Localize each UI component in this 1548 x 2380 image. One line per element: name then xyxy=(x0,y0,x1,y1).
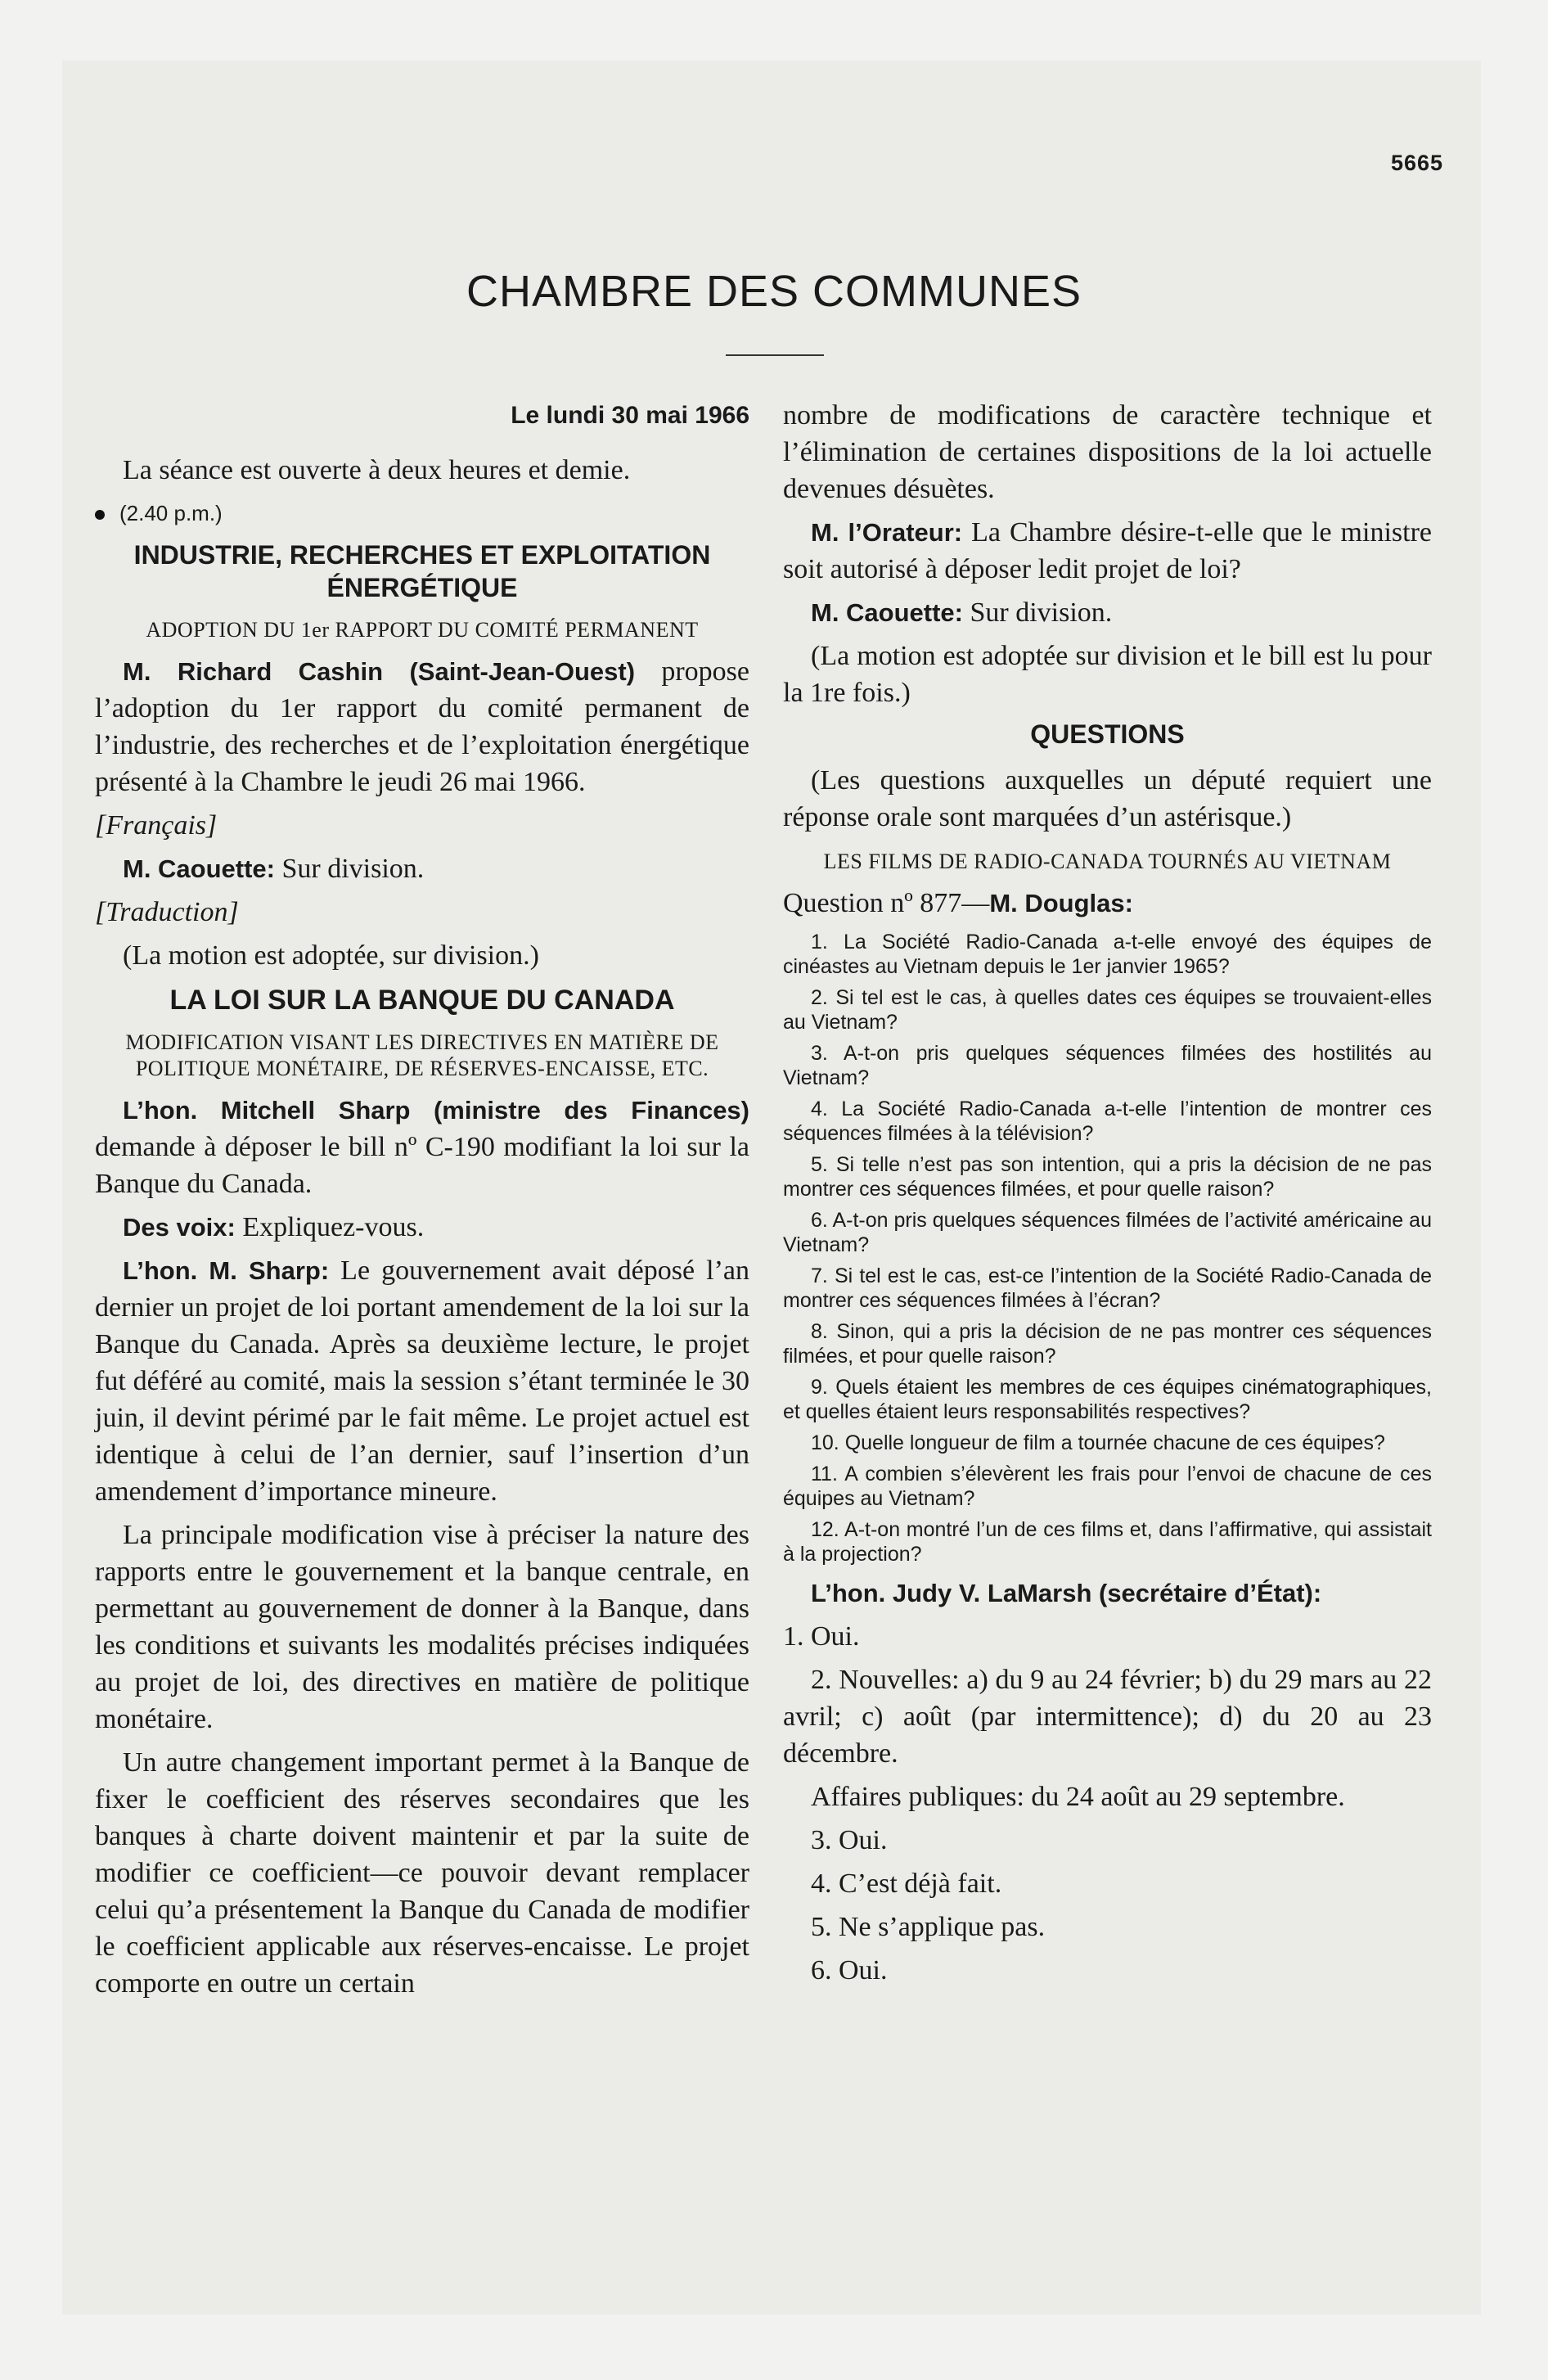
answer-item: 6. Oui. xyxy=(811,1955,888,1986)
caouette-paragraph-2 xyxy=(783,594,1432,631)
question-item: 11. A combien s’élevèrent les frais pour l’envoi de chacune de ces équipes au Vietnam? xyxy=(783,1463,1432,1510)
sharp-text-2: Le gouvernement avait déposé l’an dernier un projet de loi portant amendement de la loi sur la Banque du Canada. Après sa deuxième lecture, le projet fut déféré au comité, mais la session s’étant terminée le 30 juin, il devint périmé par le fait même. Le projet actuel est identique à celui de l’an dernier, sauf l’insertion d’un amendement d’importance mineure. xyxy=(95,1255,749,1507)
question-item: 5. Si telle n’est pas son intention, qui a pris la décision de ne pas montrer ces séquences filmées, et pour quelle raison? xyxy=(783,1153,1432,1201)
heading-questions: QUESTIONS xyxy=(1030,719,1185,749)
answer-item: 5. Ne s’applique pas. xyxy=(811,1912,1046,1942)
speaker-voix: Des voix: xyxy=(123,1213,236,1242)
subheading-modification: MODIFICATION VISANT LES DIRECTIVES EN MATIÈRE DE POLITIQUE MONÉTAIRE, DE RÉSERVES-ENCAISSE, ETC. xyxy=(125,1030,719,1080)
answer-item: Affaires publiques: du 24 août au 29 septembre. xyxy=(811,1782,1345,1812)
answer-item: 3. Oui. xyxy=(811,1825,888,1855)
sharp-text-1: demande à déposer le bill nº C-190 modifiant la loi sur la Banque du Canada. xyxy=(95,1132,749,1199)
bullet-icon xyxy=(95,510,105,520)
question-header xyxy=(783,885,1432,922)
speaker-orateur: M. l’Orateur: xyxy=(811,518,963,547)
answer-item: 2. Nouvelles: a) du 9 au 24 février; b) du 29 mars au 22 avril; c) août (par intermittence); d) du 20 au 23 décembre. xyxy=(783,1665,1432,1769)
cashin-paragraph xyxy=(95,653,749,800)
orateur-text: La Chambre désire-t-elle que le ministre soit autorisé à déposer ledit projet de loi? xyxy=(783,517,1432,584)
speaker-lamarsh: L’hon. Judy V. LaMarsh (secrétaire d’État): xyxy=(811,1579,1322,1607)
speaker-sharp-1: L’hon. Mitchell Sharp (ministre des Finances) xyxy=(123,1096,749,1125)
speaker-cashin: M. Richard Cashin (Saint-Jean-Ouest) xyxy=(123,657,636,686)
speaker-caouette-1: M. Caouette: xyxy=(123,854,275,883)
language-traduction: [Traduction] xyxy=(95,897,239,927)
speaker-sharp-2: L’hon. M. Sharp: xyxy=(123,1256,330,1285)
heading-banque: LA LOI SUR LA BANQUE DU CANADA xyxy=(169,985,675,1016)
speaker-caouette-2: M. Caouette: xyxy=(811,598,963,627)
time-marker xyxy=(95,495,749,532)
question-item: 9. Quels étaient les membres de ces équipes cinématographiques, et quelles étaient leurs responsabilités respectives? xyxy=(783,1376,1432,1423)
question-item: 10. Quelle longueur de film a tournée chacune de ces équipes? xyxy=(811,1431,1385,1454)
orateur-paragraph xyxy=(783,514,1432,588)
question-author: M. Douglas: xyxy=(989,889,1133,917)
heading-industrie: INDUSTRIE, RECHERCHES ET EXPLOITATION ÉNERGÉTIQUE xyxy=(133,540,711,602)
title-rule xyxy=(726,354,824,356)
caouette-text-1: Sur division. xyxy=(275,854,425,884)
question-item: 1. La Société Radio-Canada a-t-elle envoyé des équipes de cinéastes au Vietnam depuis le 1er janvier 1965? xyxy=(783,931,1432,978)
question-item: 8. Sinon, qui a pris la décision de ne pas montrer ces séquences filmées, et pour quelle raison? xyxy=(783,1320,1432,1368)
opening-statement: La séance est ouverte à deux heures et demie. xyxy=(123,455,631,485)
paragraph-principale: La principale modification vise à préciser la nature des rapports entre le gouvernement et la banque centrale, en permettant au gouvernement de donner à la Banque, dans les conditions et suivants les modalités précises indiquées au projet de loi, des directives en matière de politique monétaire. xyxy=(95,1520,749,1734)
answer-item: 4. C’est déjà fait. xyxy=(811,1868,1002,1899)
question-item: 3. A-t-on pris quelques séquences filmées des hostilités au Vietnam? xyxy=(783,1042,1432,1089)
cashin-text: propose l’adoption du 1er rapport du comité permanent de l’industrie, des recherches et de l’exploitation énergétique présenté à la Chambre le jeudi 26 mai 1966. xyxy=(95,656,749,797)
time-text: (2.40 p.m.) xyxy=(119,501,223,525)
question-item: 4. La Société Radio-Canada a-t-elle l’intention de montrer ces séquences filmées à la télévision? xyxy=(783,1098,1432,1145)
heading-films: LES FILMS DE RADIO-CANADA TOURNÉS AU VIETNAM xyxy=(823,850,1392,873)
question-item: 7. Si tel est le cas, est-ce l’intention de la Société Radio-Canada de montrer ces séquences filmées à l’écran? xyxy=(783,1264,1432,1312)
questions-note: (Les questions auxquelles un député requiert une réponse orale sont marquées d’un astérisque.) xyxy=(783,765,1432,832)
masthead-title: CHAMBRE DES COMMUNES xyxy=(466,267,1082,316)
continued-paragraph: nombre de modifications de caractère technique et l’élimination de certaines dispositions de la loi actuelle devenues désuètes. xyxy=(783,400,1432,504)
language-francais: [Français] xyxy=(95,810,218,841)
sharp-paragraph-2 xyxy=(95,1252,749,1510)
subheading-rapport: ADOPTION DU 1er RAPPORT DU COMITÉ PERMANENT xyxy=(146,618,699,642)
question-item: 2. Si tel est le cas, à quelles dates ces équipes se trouvaient-elles au Vietnam? xyxy=(783,986,1432,1034)
voix-paragraph xyxy=(95,1209,749,1246)
answer-item: 1. Oui. xyxy=(783,1621,860,1652)
page-number: 5665 xyxy=(1391,151,1444,175)
question-item: 12. A-t-on montré l’un de ces films et, dans l’affirmative, qui assistait à la projection? xyxy=(783,1518,1432,1566)
sitting-date: Le lundi 30 mai 1966 xyxy=(511,402,749,429)
voix-text: Expliquez-vous. xyxy=(235,1212,425,1242)
left-column xyxy=(95,397,749,2008)
motion-adopted-2: (La motion est adoptée sur division et le bill est lu pour la 1re fois.) xyxy=(783,641,1432,708)
question-item: 6. A-t-on pris quelques séquences filmées de l’activité américaine au Vietnam? xyxy=(783,1209,1432,1256)
paragraph-changement: Un autre changement important permet à la Banque de fixer le coefficient des réserves secondaires que les banques à charte doivent maintenir et par la suite de modifier ce coefficient—ce pouvoir devant remplacer celui qu’a présentement la Banque du Canada de modifier le coefficient applicable aux réserves-encaisse. Le projet comporte en outre un certain xyxy=(95,1747,749,1999)
lamarsh-header xyxy=(783,1575,1432,1611)
caouette-paragraph-1 xyxy=(95,850,749,887)
sharp-paragraph-1 xyxy=(95,1092,749,1202)
question-number: Question nº 877— xyxy=(783,888,990,918)
motion-adopted-1: (La motion est adoptée, sur division.) xyxy=(123,940,539,971)
right-column xyxy=(783,397,1432,1995)
caouette-text-2: Sur division. xyxy=(963,597,1113,628)
